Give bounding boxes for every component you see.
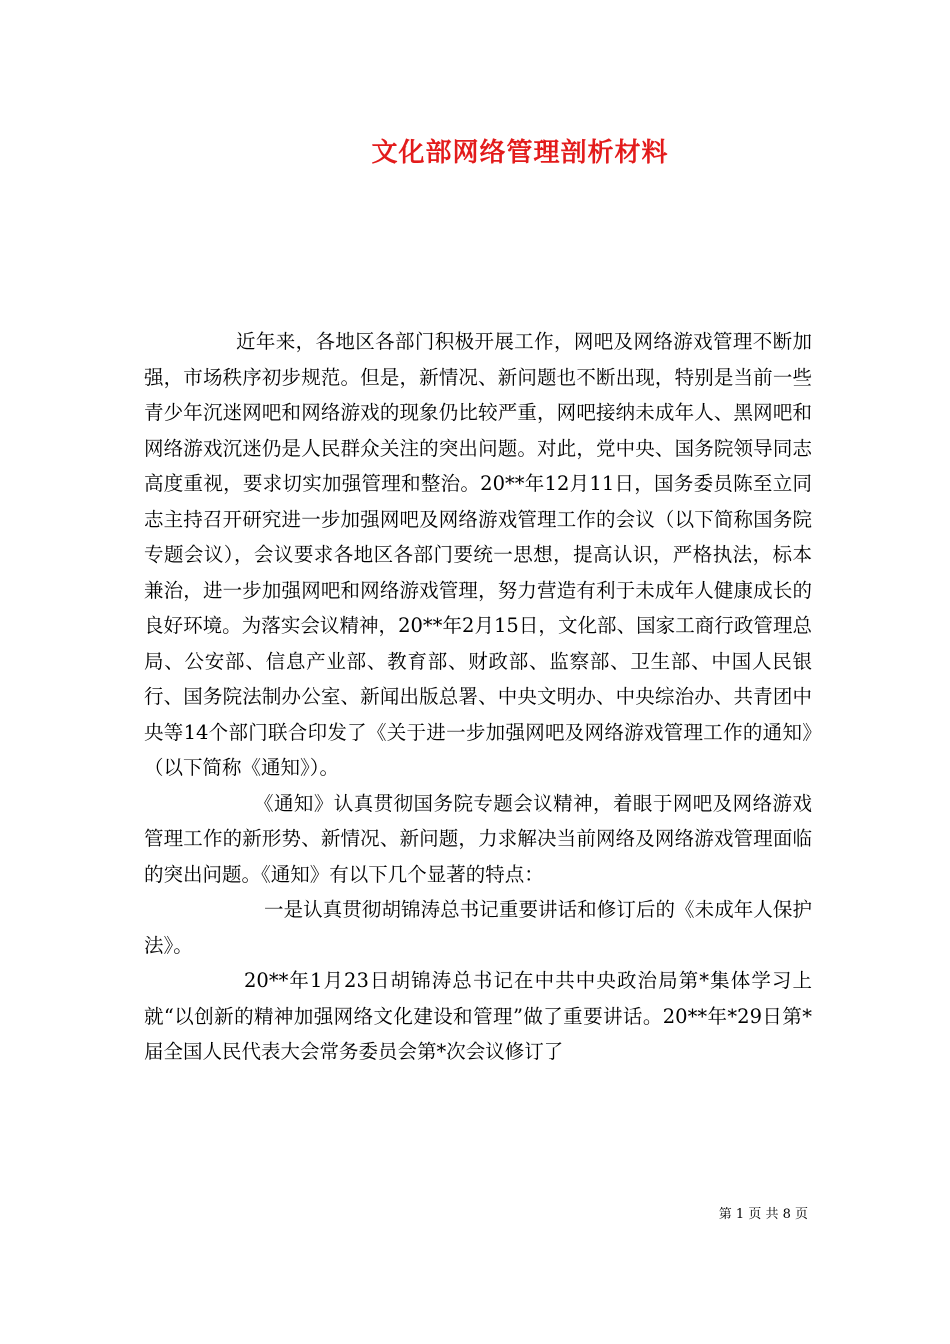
paragraph-point-one: 一是认真贯彻胡锦涛总书记重要讲话和修订后的《未成年人保护法》。 (144, 898, 812, 957)
page-number-footer: 第 1 页 共 8 页 (718, 1207, 808, 1222)
paragraph-speech: 20**年1月23日胡锦涛总书记在中共中央政治局第*集体学习上就“以创新的精神加强网络文化建设和管理”做了重要讲话。20**年*29日第*届全国人民代表大会常务委员会第*次会议修订了 (144, 969, 812, 1063)
paragraph-notice-features: 《通知》认真贯彻国务院专题会议精神，着眼于网吧及网络游戏管理工作的新形势、新情况、新问题，力求解决当前网络及网络游戏管理面临的突出问题。《通知》有以下几个显著的特点： (144, 791, 812, 886)
document-body (144, 324, 812, 1070)
document-title: 文化部网络管理剖析材料 (371, 138, 669, 168)
paragraph-intro: 近年来，各地区各部门积极开展工作，网吧及网络游戏管理不断加强，市场秩序初步规范。但是，新情况、新问题也不断出现，特别是当前一些青少年沉迷网吧和网络游戏的现象仍比较严重，网吧接纳未成年人、黑网吧和网络游戏沉迷仍是人民群众关注的突出问题。对此，党中央、国务院领导同志高度重视，要求切实加强管理和整治。20**年12月11日，国务委员陈至立同志主持召开研究进一步加强网吧及网络游戏管理工作的会议（以下简称国务院专题会议），会议要求各地区各部门要统一思想，提高认识，严格执法，标本兼治，进一步加强网吧和网络游戏管理，努力营造有利于未成年人健康成长的良好环境。为落实会议精神，20**年2月15日，文化部、国家工商行政管理总局、公安部、信息产业部、教育部、财政部、监察部、卫生部、中国人民银行、国务院法制办公室、新闻出版总署、中央文明办、中央综治办、共青团中央等14个部门联合印发了《关于进一步加强网吧及网络游戏管理工作的通知》（以下简称《通知》）。 (144, 330, 812, 779)
